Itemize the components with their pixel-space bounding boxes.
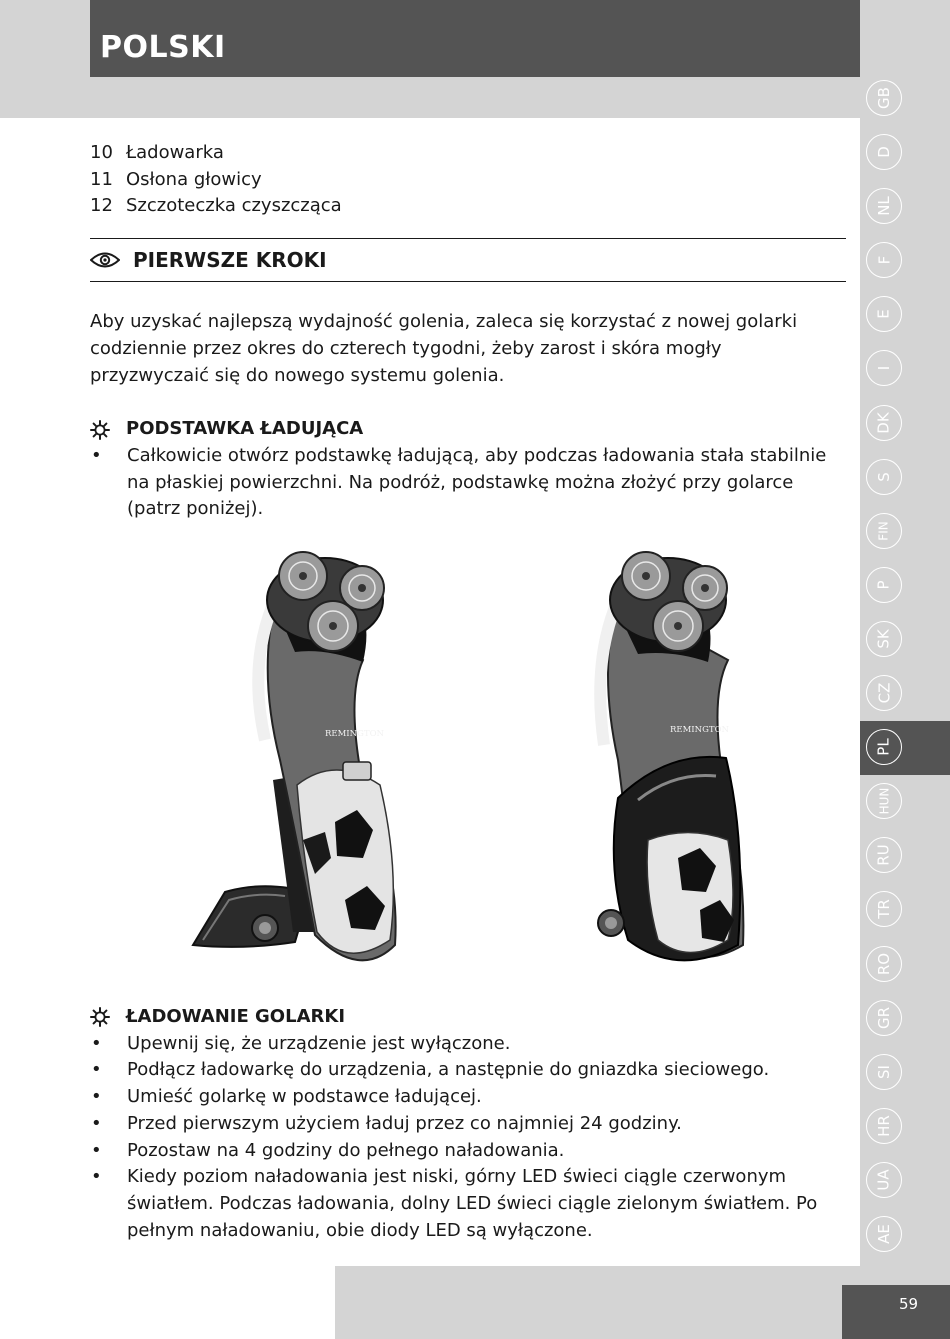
language-label: S <box>875 471 893 482</box>
part-label: Ładowarka <box>126 142 224 163</box>
page-number-box <box>842 1285 950 1339</box>
list-item: • Całkowicie otwórz podstawkę ładującą, aby podczas ładowania stała stabilnie na płaskiej powierzchni. Na podróż, podstawkę można złożyć przy golarce (patrz poniżej). <box>90 443 846 523</box>
bullet-text: Umieść golarkę w podstawce ładującej. <box>127 1086 482 1108</box>
language-tab-hun[interactable] <box>860 775 950 829</box>
language-label: AE <box>875 1224 893 1244</box>
language-badge <box>866 1216 902 1252</box>
language-label: F <box>874 255 893 265</box>
language-tab-e[interactable] <box>860 288 950 342</box>
language-badge <box>866 242 902 278</box>
language-tab-gr[interactable] <box>860 992 950 1046</box>
language-label: RU <box>875 844 893 867</box>
language-tab-ua[interactable] <box>860 1154 950 1208</box>
bullet-text: Upewnij się, że urządzenie jest wyłączone. <box>127 1032 511 1054</box>
list-item: • Pozostaw na 4 godziny do pełnego naładowania. <box>90 1138 846 1165</box>
language-badge <box>866 296 902 332</box>
part-label: Szczoteczka czyszcząca <box>126 195 342 217</box>
language-label: SK <box>874 629 893 649</box>
brand-logo: REMINGTON <box>325 729 384 739</box>
language-label: TR <box>875 899 893 920</box>
list-item: • Upewnij się, że urządzenie jest wyłączone. <box>90 1031 846 1058</box>
language-tab-ru[interactable] <box>860 829 950 883</box>
section-rule-bottom <box>90 281 846 282</box>
subsection-title: PODSTAWKA ŁADUJĄCA <box>126 418 364 440</box>
language-badge <box>866 513 902 549</box>
list-item <box>90 167 846 194</box>
bullet-text: Przed pierwszym użyciem ładuj przez co najmniej 24 godziny. <box>127 1112 682 1134</box>
page-title: POLSKI <box>100 30 226 65</box>
language-tab-si[interactable] <box>860 1046 950 1100</box>
language-tab-sk[interactable] <box>860 613 950 667</box>
language-label: SI <box>874 1064 893 1079</box>
language-tab-i[interactable] <box>860 342 950 396</box>
language-label: P <box>874 580 893 590</box>
subsection-title: ŁADOWANIE GOLARKI <box>126 1006 346 1028</box>
bullet-list <box>90 443 846 523</box>
language-label: PL <box>875 738 893 756</box>
language-label: E <box>874 309 893 320</box>
language-badge <box>866 350 902 386</box>
language-badge <box>866 134 902 170</box>
language-badge <box>866 405 902 441</box>
language-label: I <box>875 366 893 371</box>
language-badge <box>866 783 902 819</box>
language-badge <box>866 1000 902 1036</box>
language-tab-d[interactable] <box>860 126 950 180</box>
brand-logo: REMINGTON <box>670 725 729 735</box>
language-label: DK <box>874 411 893 434</box>
intro-paragraph: Aby uzyskać najlepszą wydajność golenia, zaleca się korzystać z nowej golarki codziennie przez okres do czterech tygodni, żeby zarost i skóra mogły przyzwyczaić się do nowego systemu golenia. <box>90 311 798 386</box>
language-badge <box>866 80 902 116</box>
language-tab-fin[interactable] <box>860 505 950 559</box>
list-item <box>90 140 846 167</box>
bullet-text: Kiedy poziom naładowania jest niski, górny LED świeci ciągle czerwonym światłem. Podczas ładowania, dolny LED świeci ciągle zielonym światłem. Po pełnym naładowaniu, obie diody LED są wyłączone. <box>127 1166 818 1241</box>
subsection-header <box>90 1004 846 1031</box>
language-tab-tr[interactable] <box>860 883 950 937</box>
part-label: Osłona głowicy <box>126 168 262 190</box>
bullet-text: Całkowicie otwórz podstawkę ładującą, aby podczas ładowania stała stabilnie na płaskiej powierzchni. Na podróż, podstawkę można złożyć przy golarce (patrz poniżej). <box>127 444 827 520</box>
subsection-header <box>90 416 846 443</box>
language-label: FIN <box>876 521 891 541</box>
language-tab-p[interactable] <box>860 559 950 613</box>
language-label: GR <box>874 1006 893 1029</box>
list-item: • Umieść golarkę w podstawce ładującej. <box>90 1084 846 1111</box>
page-number: 59 <box>899 1295 919 1313</box>
language-label: RO <box>874 952 893 975</box>
language-badge <box>866 567 902 603</box>
shaver-folded-stand-illustration <box>578 540 828 976</box>
language-badge <box>866 1108 902 1144</box>
list-item: • Kiedy poziom naładowania jest niski, górny LED świeci ciągle czerwonym światłem. Podczas ładowania, dolny LED świeci ciągle zielonym światłem. Po pełnym naładowaniu, obie diody LED są wyłączone. <box>90 1164 846 1244</box>
language-tab-nl[interactable] <box>860 180 950 234</box>
part-number: 11 <box>90 168 113 190</box>
language-tab-s[interactable] <box>860 451 950 505</box>
section-title: PIERWSZE KROKI <box>133 247 327 272</box>
language-badge <box>866 1054 902 1090</box>
language-label: CZ <box>875 682 893 704</box>
language-badge <box>866 729 902 765</box>
sun-icon <box>90 420 110 440</box>
part-number: 12 <box>90 195 113 217</box>
header-bar <box>90 0 860 77</box>
bullet-text: Podłącz ładowarkę do urządzenia, a następnie do gniazdka sieciowego. <box>127 1059 770 1081</box>
language-tabs <box>860 72 950 1262</box>
parts-list <box>90 140 846 220</box>
language-badge <box>866 837 902 873</box>
language-label: HR <box>874 1114 893 1137</box>
language-tab-f[interactable] <box>860 234 950 288</box>
language-badge <box>866 675 902 711</box>
list-item: • Podłącz ładowarkę do urządzenia, a następnie do gniazdka sieciowego. <box>90 1057 846 1084</box>
language-badge <box>866 891 902 927</box>
language-label: D <box>875 146 893 158</box>
language-badge <box>866 621 902 657</box>
language-tab-pl[interactable] <box>860 721 950 775</box>
language-badge <box>866 1162 902 1198</box>
part-number: 10 <box>90 142 113 163</box>
sun-icon <box>90 1007 110 1027</box>
language-tab-gb[interactable] <box>860 72 950 126</box>
language-badge <box>866 459 902 495</box>
shaver-open-stand-illustration <box>185 540 425 976</box>
language-label: HUN <box>876 787 891 815</box>
language-tab-ae[interactable] <box>860 1208 950 1262</box>
language-tab-hr[interactable] <box>860 1100 950 1154</box>
language-badge <box>866 946 902 982</box>
language-label: GB <box>874 87 893 109</box>
eye-icon <box>90 251 120 269</box>
list-item <box>90 193 846 220</box>
language-tab-cz[interactable] <box>860 667 950 721</box>
bullet-text: Pozostaw na 4 godziny do pełnego naładowania. <box>127 1139 565 1161</box>
bullet-list <box>90 1031 846 1245</box>
language-label: UA <box>875 1169 893 1191</box>
language-label: NL <box>874 196 893 216</box>
language-tab-dk[interactable] <box>860 397 950 451</box>
language-badge <box>866 188 902 224</box>
list-item: • Przed pierwszym użyciem ładuj przez co najmniej 24 godziny. <box>90 1111 846 1138</box>
section-header <box>90 239 846 281</box>
language-tab-ro[interactable] <box>860 938 950 992</box>
